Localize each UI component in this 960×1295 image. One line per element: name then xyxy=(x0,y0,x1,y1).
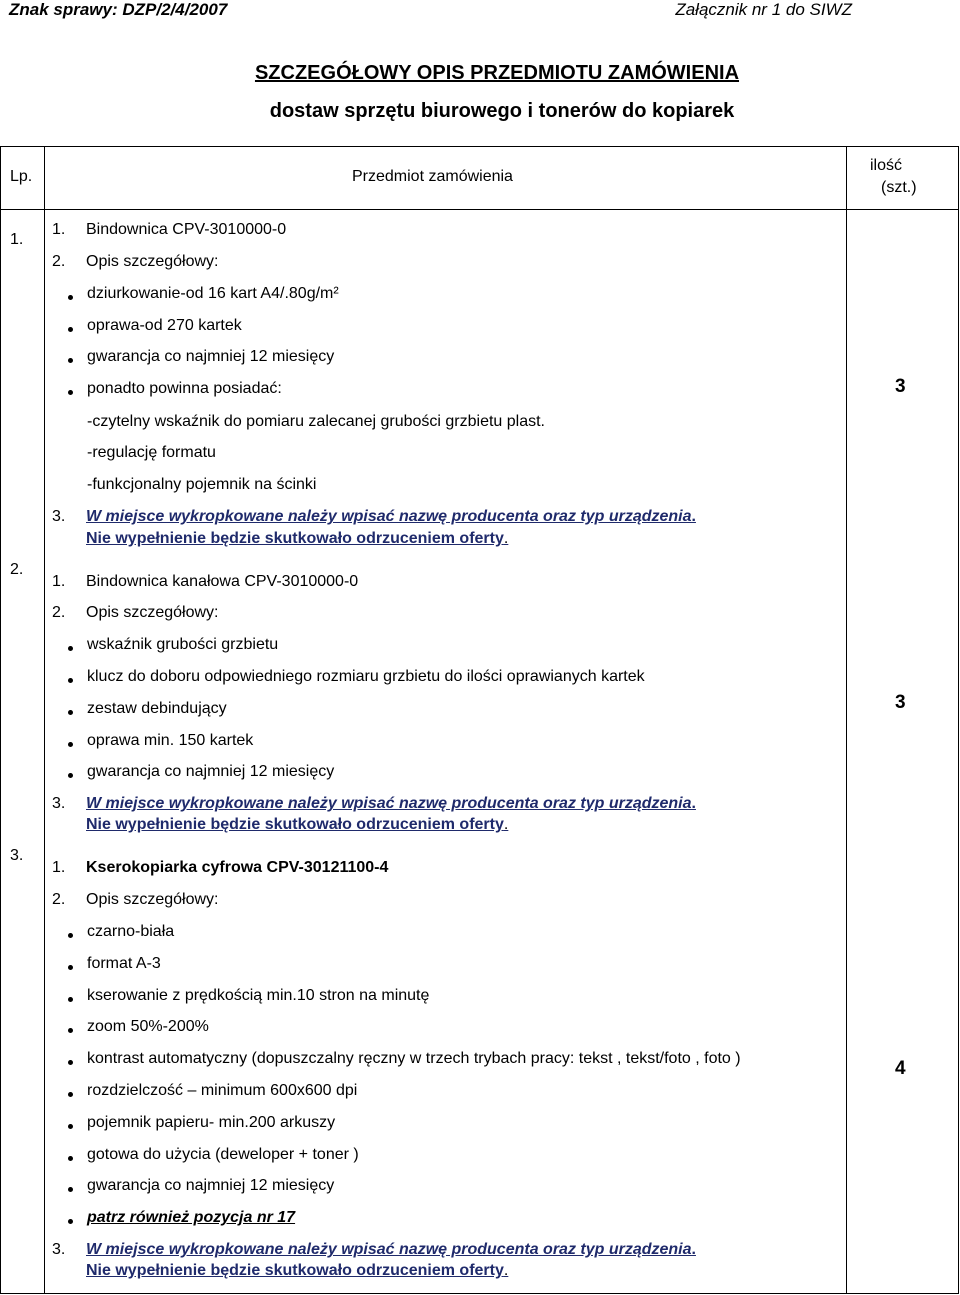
quantity-value: 4 xyxy=(895,1058,906,1079)
bullet-dot xyxy=(68,933,73,938)
spec-item: wskaźnik grubości grzbietu xyxy=(87,636,279,653)
spec-item: kserowanie z prędkością min.10 stron na minutę xyxy=(87,987,430,1004)
spec-item: format A-3 xyxy=(87,955,161,972)
see-also-reference: patrz również pozycja nr 17 xyxy=(87,1209,296,1226)
spec-item: gwarancja co najmniej 12 miesięcy xyxy=(87,763,335,780)
bullet-dot xyxy=(68,358,73,363)
bullet-dot xyxy=(68,997,73,1002)
row-number-1: 1. xyxy=(10,231,24,248)
bullet-dot xyxy=(68,1028,73,1033)
row-number-3: 3. xyxy=(10,847,24,864)
bullet-dot xyxy=(68,1124,73,1129)
col-divider-lp xyxy=(44,146,45,1294)
document-subtitle: dostaw sprzętu biurowego i tonerów do kopiarek xyxy=(269,100,735,122)
spec-subline: -czytelny wskaźnik do pomiaru zalecanej grubości grzbietu plast. xyxy=(87,413,545,430)
manufacturer-note: W miejsce wykropkowane należy wpisać nazwę producenta oraz typ urządzenia. xyxy=(86,1241,696,1258)
bullet-dot xyxy=(68,678,73,683)
rejection-note: Nie wypełnienie będzie skutkowało odrzuceniem oferty. xyxy=(86,816,509,833)
rejection-note: Nie wypełnienie będzie skutkowało odrzuceniem oferty. xyxy=(86,530,509,547)
spec-item: rozdzielczość – minimum 600x600 dpi xyxy=(87,1082,358,1099)
item-name-number: 1. xyxy=(52,221,66,238)
spec-item: czarno-biała xyxy=(87,923,175,940)
item-name-number: 1. xyxy=(52,573,66,590)
bullet-dot xyxy=(68,1187,73,1192)
bullet-dot xyxy=(68,710,73,715)
spec-item: gwarancja co najmniej 12 miesięcy xyxy=(87,348,335,365)
description-label: Opis szczegółowy: xyxy=(86,891,219,908)
bullet-dot xyxy=(68,1060,73,1065)
table-border-left xyxy=(0,146,1,1294)
bullet-dot xyxy=(68,1092,73,1097)
spec-item: gotowa do użycia (deweloper + toner ) xyxy=(87,1146,359,1163)
column-header-subject: Przedmiot zamówienia xyxy=(352,168,513,185)
spec-subline: -regulację formatu xyxy=(87,444,216,461)
quantity-value: 3 xyxy=(895,376,906,397)
bullet-dot xyxy=(68,1156,73,1161)
spec-item: gwarancja co najmniej 12 miesięcy xyxy=(87,1177,335,1194)
spec-item: oprawa-od 270 kartek xyxy=(87,317,242,334)
spec-item: zestaw debindujący xyxy=(87,700,227,717)
quantity-value: 3 xyxy=(895,692,906,713)
bullet-dot xyxy=(68,965,73,970)
col-divider-qty xyxy=(846,146,847,1294)
rejection-note: Nie wypełnienie będzie skutkowało odrzuceniem oferty. xyxy=(86,1262,509,1279)
attachment-label: Załącznik nr 1 do SIWZ xyxy=(675,0,852,19)
manufacturer-note: W miejsce wykropkowane należy wpisać nazwę producenta oraz typ urządzenia. xyxy=(86,795,696,812)
bullet-dot xyxy=(68,646,73,651)
column-header-qty-unit: (szt.) xyxy=(881,179,917,196)
bullet-dot xyxy=(68,390,73,395)
spec-item: ponadto powinna posiadać: xyxy=(87,380,282,397)
note-number: 3. xyxy=(52,795,66,812)
description-number: 2. xyxy=(52,253,66,270)
spec-item: zoom 50%-200% xyxy=(87,1018,209,1035)
document-title: SZCZEGÓŁOWY OPIS PRZEDMIOTU ZAMÓWIENIA xyxy=(254,62,740,84)
description-number: 2. xyxy=(52,604,66,621)
bullet-dot xyxy=(68,1219,73,1224)
case-number: Znak sprawy: DZP/2/4/2007 xyxy=(9,0,228,19)
column-header-lp: Lp. xyxy=(10,168,33,185)
spec-item: oprawa min. 150 kartek xyxy=(87,732,254,749)
item-name: Bindownica CPV-3010000-0 xyxy=(86,221,287,238)
row-number-2: 2. xyxy=(10,561,24,578)
description-number: 2. xyxy=(52,891,66,908)
note-number: 3. xyxy=(52,1241,66,1258)
spec-item: kontrast automatyczny (dopuszczalny ręczny w trzech trybach pracy: tekst , tekst/foto , foto ) xyxy=(87,1050,741,1067)
bullet-dot xyxy=(68,742,73,747)
bullet-dot xyxy=(68,327,73,332)
table-header-divider xyxy=(0,209,959,210)
item-name: Kserokopiarka cyfrowa CPV-30121100-4 xyxy=(86,859,389,876)
bullet-dot xyxy=(68,773,73,778)
spec-item: dziurkowanie-od 16 kart A4/.80g/m² xyxy=(87,285,339,302)
item-name: Bindownica kanałowa CPV-3010000-0 xyxy=(86,573,359,590)
manufacturer-note: W miejsce wykropkowane należy wpisać nazwę producenta oraz typ urządzenia. xyxy=(86,508,696,525)
table-border-top xyxy=(0,146,959,147)
spec-item: pojemnik papieru- min.200 arkuszy xyxy=(87,1114,336,1131)
table-border-right xyxy=(958,146,959,1294)
table-border-bottom xyxy=(0,1293,959,1294)
note-number: 3. xyxy=(52,508,66,525)
bullet-dot xyxy=(68,295,73,300)
item-name-number: 1. xyxy=(52,859,66,876)
column-header-qty: ilość xyxy=(870,157,903,174)
description-label: Opis szczegółowy: xyxy=(86,604,219,621)
spec-item: klucz do doboru odpowiedniego rozmiaru grzbietu do ilości oprawianych kartek xyxy=(87,668,645,685)
spec-subline: -funkcjonalny pojemnik na ścinki xyxy=(87,476,317,493)
description-label: Opis szczegółowy: xyxy=(86,253,219,270)
